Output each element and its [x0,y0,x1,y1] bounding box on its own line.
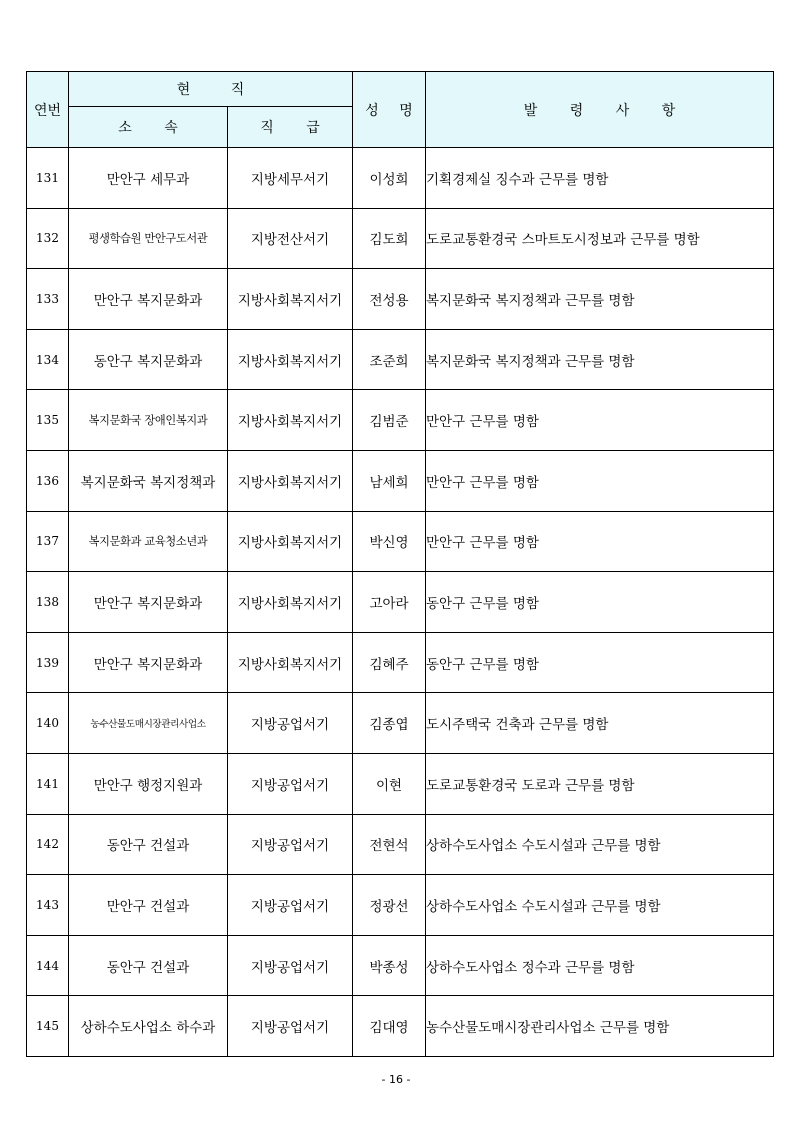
row-affiliation: 만안구 복지문화과 [69,572,228,633]
row-appointment: 만안구 근무를 명함 [426,390,774,451]
header-rank: 직 급 [228,107,353,148]
row-name: 전현석 [353,814,426,875]
personnel-order-table [26,71,774,1057]
row-name: 박종성 [353,935,426,996]
row-rank: 지방공업서기 [228,693,353,754]
row-affiliation: 동안구 건설과 [69,935,228,996]
row-affiliation: 평생학습원 만안구도서관 [69,208,228,269]
row-affiliation: 동안구 복지문화과 [69,329,228,390]
row-appointment: 도로교통환경국 도로과 근무를 명함 [426,753,774,814]
row-rank: 지방사회복지서기 [228,450,353,511]
row-name: 정광선 [353,875,426,936]
row-name: 이성희 [353,148,426,209]
table-row [27,148,774,209]
row-name: 이현 [353,753,426,814]
table-row [27,390,774,451]
row-appointment: 복지문화국 복지정책과 근무를 명함 [426,269,774,330]
row-rank: 지방세무서기 [228,148,353,209]
row-appointment: 상하수도사업소 수도시설과 근무를 명함 [426,814,774,875]
row-affiliation: 만안구 행정지원과 [69,753,228,814]
row-appointment: 기획경제실 징수과 근무를 명함 [426,148,774,209]
row-number: 140 [27,693,69,754]
row-rank: 지방공업서기 [228,935,353,996]
row-rank: 지방사회복지서기 [228,632,353,693]
table-row [27,208,774,269]
row-name: 김범준 [353,390,426,451]
row-number: 139 [27,632,69,693]
row-appointment: 도시주택국 건축과 근무를 명함 [426,693,774,754]
header-name: 성 명 [353,72,426,148]
row-rank: 지방사회복지서기 [228,572,353,633]
row-rank: 지방사회복지서기 [228,269,353,330]
row-number: 141 [27,753,69,814]
row-number: 134 [27,329,69,390]
row-rank: 지방사회복지서기 [228,511,353,572]
row-appointment: 농수산물도매시장관리사업소 근무를 명함 [426,996,774,1057]
row-name: 김혜주 [353,632,426,693]
table-row [27,753,774,814]
row-rank: 지방공업서기 [228,753,353,814]
table-row [27,693,774,754]
row-number: 144 [27,935,69,996]
header-current-position: 현 직 [69,72,353,107]
row-number: 138 [27,572,69,633]
table-row [27,632,774,693]
table-row [27,269,774,330]
row-affiliation: 농수산물도매시장관리사업소 [69,693,228,754]
row-name: 김종엽 [353,693,426,754]
row-rank: 지방공업서기 [228,814,353,875]
row-affiliation: 동안구 건설과 [69,814,228,875]
table-row [27,329,774,390]
row-rank: 지방공업서기 [228,996,353,1057]
table-header [27,72,774,148]
row-affiliation: 만안구 복지문화과 [69,269,228,330]
row-affiliation: 만안구 세무과 [69,148,228,209]
row-number: 142 [27,814,69,875]
row-number: 145 [27,996,69,1057]
table-row [27,511,774,572]
row-appointment: 복지문화국 복지정책과 근무를 명함 [426,329,774,390]
row-name: 전성용 [353,269,426,330]
row-name: 박신영 [353,511,426,572]
row-rank: 지방전산서기 [228,208,353,269]
table-row [27,996,774,1057]
header-affiliation: 소 속 [69,107,228,148]
table-body [27,148,774,1057]
row-number: 143 [27,875,69,936]
row-appointment: 도로교통환경국 스마트도시정보과 근무를 명함 [426,208,774,269]
row-affiliation: 만안구 건설과 [69,875,228,936]
row-number: 135 [27,390,69,451]
row-affiliation: 복지문화국 장애인복지과 [69,390,228,451]
page-number: - 16 - [381,1073,411,1086]
table-row [27,814,774,875]
row-appointment: 동안구 근무를 명함 [426,632,774,693]
header-appointment: 발 령 사 항 [426,72,774,148]
row-number: 133 [27,269,69,330]
row-name: 고아라 [353,572,426,633]
row-rank: 지방공업서기 [228,875,353,936]
table-row [27,572,774,633]
header-number: 연번 [27,72,69,148]
table-row [27,875,774,936]
row-name: 김도희 [353,208,426,269]
row-affiliation: 복지문화국 복지정책과 [69,450,228,511]
row-affiliation: 복지문화과 교육청소년과 [69,511,228,572]
row-number: 137 [27,511,69,572]
row-name: 김대영 [353,996,426,1057]
row-rank: 지방사회복지서기 [228,329,353,390]
row-number: 132 [27,208,69,269]
row-number: 131 [27,148,69,209]
row-appointment: 동안구 근무를 명함 [426,572,774,633]
row-appointment: 상하수도사업소 수도시설과 근무를 명함 [426,875,774,936]
row-affiliation: 만안구 복지문화과 [69,632,228,693]
row-appointment: 만안구 근무를 명함 [426,511,774,572]
table-row [27,450,774,511]
row-rank: 지방사회복지서기 [228,390,353,451]
row-affiliation: 상하수도사업소 하수과 [69,996,228,1057]
row-name: 조준희 [353,329,426,390]
row-number: 136 [27,450,69,511]
row-name: 남세희 [353,450,426,511]
table-row [27,935,774,996]
row-appointment: 만안구 근무를 명함 [426,450,774,511]
row-appointment: 상하수도사업소 정수과 근무를 명함 [426,935,774,996]
